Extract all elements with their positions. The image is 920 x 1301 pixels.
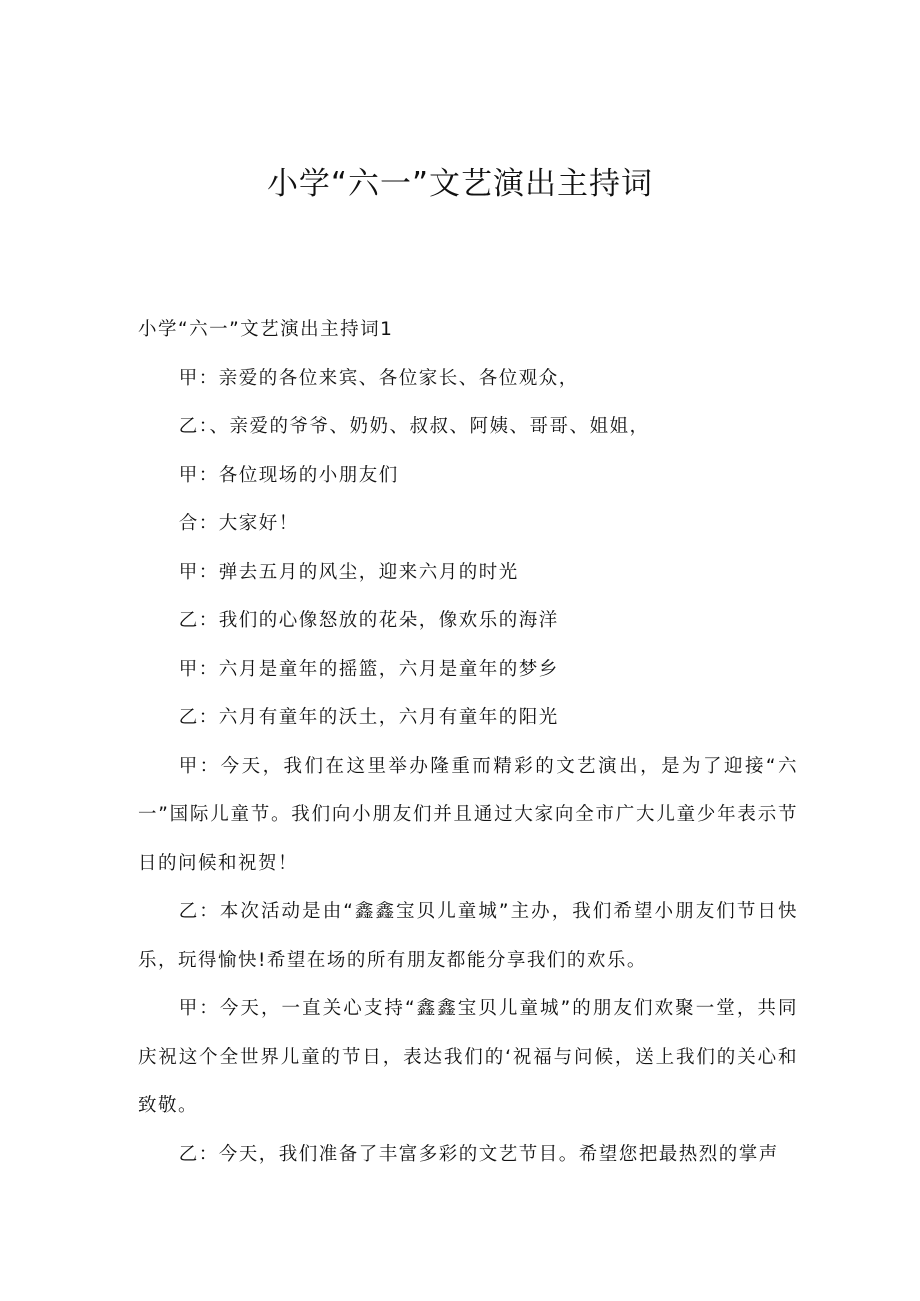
- paragraph: 乙：本次活动是由“鑫鑫宝贝儿童城”主办，我们希望小朋友们节日快乐，玩得愉快!希望在场的所有朋友都能分享我们的欢乐。: [138, 901, 798, 971]
- document-body: [138, 306, 798, 1179]
- document-title: 小学“六一”文艺演出主持词: [266, 166, 654, 202]
- paragraph: 乙：、亲爱的爷爷、奶奶、叔叔、阿姨、哥哥、姐姐，: [178, 416, 650, 437]
- section-heading: 小学“六一”文艺演出主持词1: [138, 319, 394, 340]
- paragraph: 合：大家好！: [178, 513, 299, 534]
- paragraph: 甲：各位现场的小朋友们: [178, 464, 399, 486]
- paragraph: 乙：今天，我们准备了丰富多彩的文艺节目。希望您把最热烈的掌声: [178, 1143, 779, 1165]
- paragraph: 乙：我们的心像怒放的花朵，像欢乐的海洋: [178, 610, 559, 631]
- paragraph: 甲：亲爱的各位来宾、各位家长、各位观众，: [178, 367, 579, 389]
- paragraph: 乙：六月有童年的沃土，六月有童年的阳光: [178, 707, 559, 728]
- paragraph: 甲：今天，我们在这里举办隆重而精彩的文艺演出，是为了迎接“六一”国际儿童节。我们向小朋友们并且通过大家向全市广大儿童少年表示节日的问候和祝贺！: [138, 755, 798, 874]
- paragraph: 甲：弹去五月的风尘，迎来六月的时光: [178, 561, 519, 583]
- paragraph: 甲：六月是童年的摇篮，六月是童年的梦乡: [178, 658, 559, 680]
- paragraph: 甲：今天，一直关心支持“鑫鑫宝贝儿童城”的朋友们欢聚一堂，共同庆祝这个全世界儿童的节日，表达我们的‘祝福与问候，送上我们的关心和致敬。: [138, 998, 798, 1116]
